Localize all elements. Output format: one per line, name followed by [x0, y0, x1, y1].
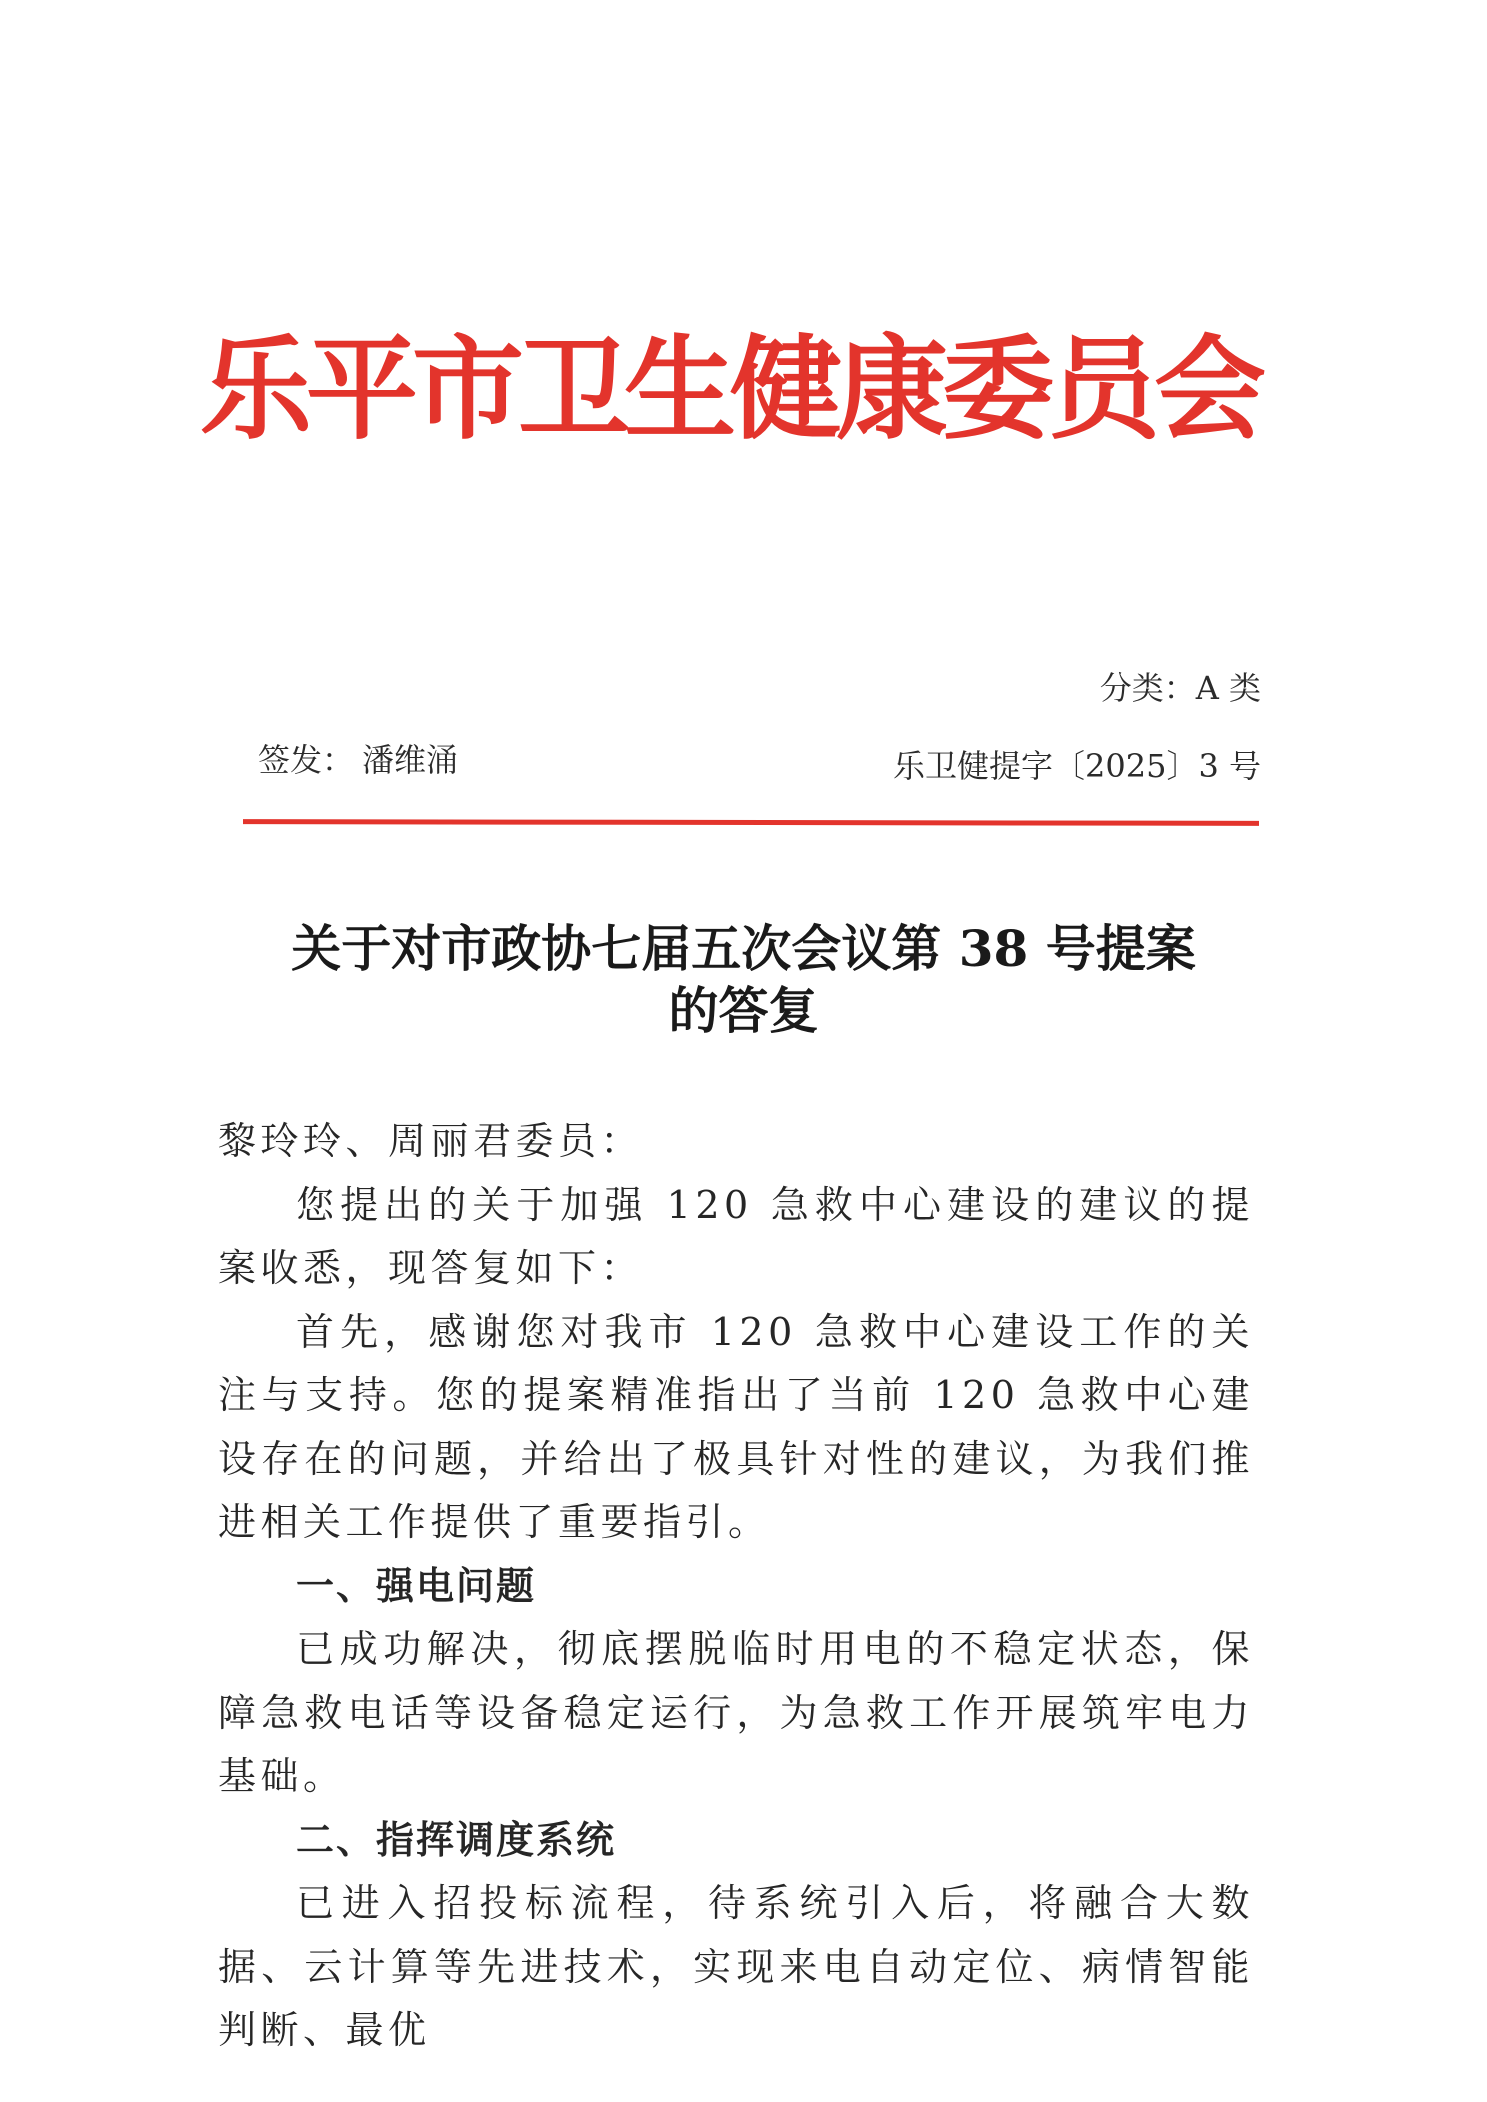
document-title: [200, 918, 1287, 1042]
category-label: 分类：A 类: [1099, 669, 1261, 707]
title-line-2: 的答复: [668, 981, 819, 1040]
paragraph-thanks: 首先，感谢您对我市 120 急救中心建设工作的关注与支持。您的提案精准指出了当前 120 急救中心建设存在的问题，并给出了极具针对性的建议，为我们推进相关工作提供了重要指引。: [218, 1309, 1254, 1544]
title-line-1: 关于对市政协七届五次会议第 38 号提案: [291, 919, 1196, 978]
signer-label: 签发：: [258, 741, 355, 779]
section-text-power: 已成功解决，彻底摆脱临时用电的不稳定状态，保障急救电话等设备稳定运行，为急救工作开展筑牢电力基础。: [218, 1627, 1254, 1798]
section-text-dispatch: 已进入招投标流程，待系统引入后，将融合大数据、云计算等先进技术，实现来电自动定位、病情智能判断、最优: [218, 1881, 1254, 2052]
letterhead-divider: [243, 819, 1259, 826]
signer: [258, 738, 458, 782]
document-body: [218, 1110, 1254, 2063]
signer-name: 潘维涌: [362, 741, 459, 779]
letterhead-title: 乐平市卫生健康委员会: [200, 325, 1260, 455]
section-heading-dispatch: 二、指挥调度系统: [296, 1817, 617, 1862]
salutation: 黎玲玲、周丽君委员：: [218, 1119, 644, 1163]
document-number: 乐卫健提字〔2025〕3 号: [893, 747, 1261, 785]
paragraph-intro: 您提出的关于加强 120 急救中心建设的建议的提案收悉，现答复如下：: [218, 1182, 1254, 1290]
section-heading-power: 一、强电问题: [296, 1563, 537, 1608]
